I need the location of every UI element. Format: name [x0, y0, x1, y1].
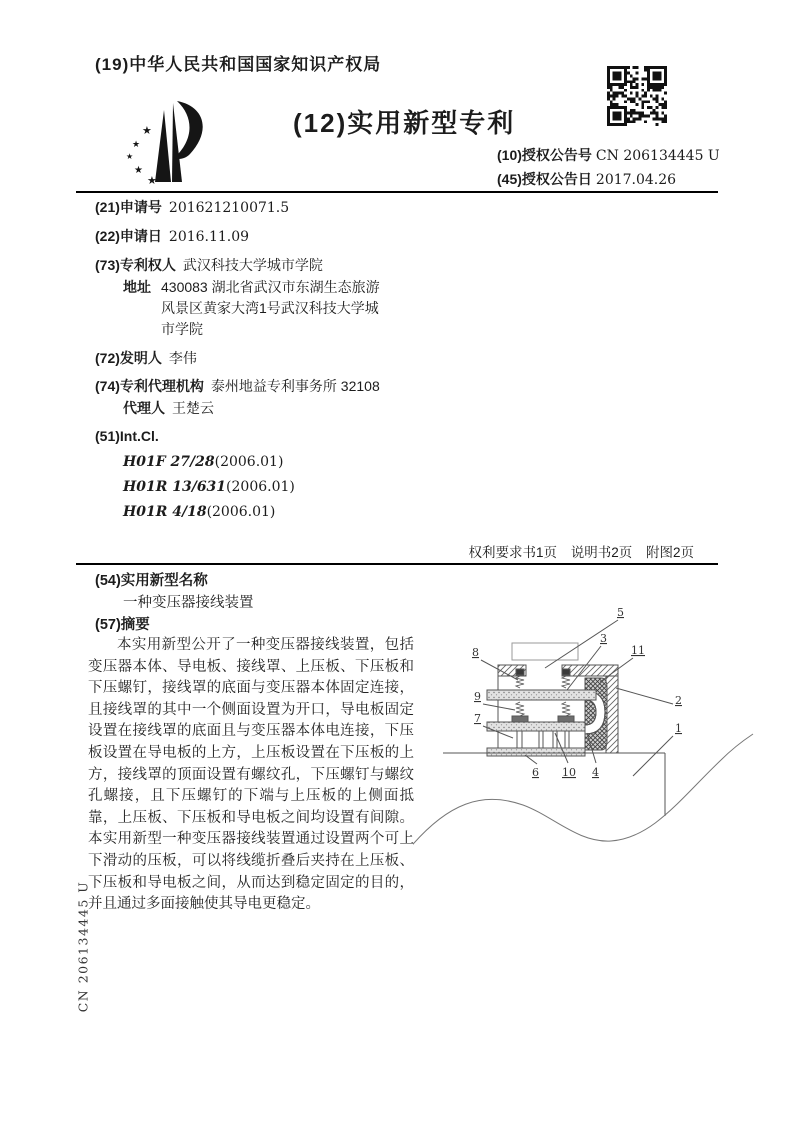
figure-label: 1 [675, 722, 682, 735]
ipc-header-row [95, 426, 435, 446]
figure-linework [413, 620, 753, 850]
ipc-code: H01R 4/18 [123, 504, 207, 520]
star-icon: ★ [132, 139, 141, 149]
figure-label: 7 [474, 712, 481, 725]
document-pages-info: 权利要求书1页 说明书2页 附图2页 [468, 545, 694, 560]
application-date-row [95, 226, 435, 247]
patentee-address [123, 277, 435, 340]
figure-label: 3 [600, 632, 607, 645]
invention-title: 一种变压器接线装置 [123, 595, 254, 611]
application-number-value: 201621210071.5 [168, 200, 290, 216]
bibliographic-data [95, 197, 435, 524]
inventor-row [95, 348, 435, 368]
ipc-entry [123, 474, 435, 499]
figure-label: 9 [474, 690, 481, 703]
qr-code-icon [607, 66, 667, 126]
publication-number-value: CN 206134445 U [595, 148, 720, 164]
ipc-code: H01R 13/631 [123, 479, 227, 495]
star-icon: ★ [126, 152, 134, 161]
address-line: 430083 湖北省武汉市东湖生态旅游 [161, 279, 380, 295]
abstract-text: 本实用新型公开了一种变压器接线装置，包括变压器本体、导电板、接线罩、上压板、下压板和下压螺钉，接线罩的底面与变压器本体固定连接，且接线罩的其中一个侧面设置为开口，导电板固定设置在接线罩的底面且与变压器本体电连接，下压板设置在导电板的上方，上压板设置在下压板的上方，接线罩的顶面设置有螺纹孔，下压螺钉与螺纹孔螺接，且下压螺钉的下端与上压板的上侧面抵靠，上压板、下压板和导电板之间均设置有间隙。本实用新型一种变压器接线装置通过设置两个可上下滑动的压板，可以将线缆折叠后夹持在上压板、下压板和导电板之间，从而达到稳定固定的目的，并且通过多面接触使其导电更稳定。 [88, 637, 414, 913]
figure-label: 8 [472, 646, 479, 659]
ipc-version: (2006.01) [226, 479, 295, 495]
publication-date-row [497, 169, 676, 189]
abstract-section-label: (57)摘要 [95, 617, 150, 633]
patentee-row [95, 255, 435, 275]
patentee-value: 武汉科技大学城市学院 [182, 257, 323, 273]
figure-label: 10 [562, 766, 576, 779]
header-divider [76, 191, 718, 193]
patent-figure [413, 596, 785, 906]
application-date-label: (22)申请日 [95, 228, 162, 244]
application-date-value: 2016.11.09 [168, 229, 250, 245]
star-icon: ★ [142, 125, 152, 137]
publication-date-value: 2017.04.26 [595, 172, 677, 188]
address-lines [161, 277, 380, 340]
address-line: 风景区黄家大湾1号武汉科技大学城 [161, 300, 379, 316]
agency-label: (74)专利代理机构 [95, 378, 204, 394]
inventor-value: 李伟 [168, 350, 197, 366]
ipc-version: (2006.01) [206, 504, 276, 520]
figure-label: 4 [592, 766, 599, 779]
ipc-label: (51)Int.Cl. [95, 428, 159, 444]
publication-number-row [497, 145, 720, 165]
address-label: 地址 [123, 279, 151, 295]
ipc-code: H01F 27/28 [123, 454, 215, 470]
patentee-label: (73)专利权人 [95, 257, 176, 273]
star-icon: ★ [134, 165, 143, 176]
section-divider [76, 563, 718, 565]
application-number-row [95, 197, 435, 218]
side-publication-code: CN 206134445 U [75, 880, 91, 1013]
agent-value: 王楚云 [172, 400, 214, 416]
agent-label: 代理人 [123, 400, 165, 416]
ipc-classifications [123, 449, 435, 524]
agency-row [95, 376, 435, 396]
inventor-label: (72)发明人 [95, 350, 162, 366]
figure-label: 2 [675, 694, 682, 707]
ipc-version: (2006.01) [214, 454, 284, 470]
figure-label: 5 [617, 606, 624, 619]
cnipa-logo-icon [122, 94, 226, 186]
ipc-entry [123, 449, 435, 474]
agency-value: 泰州地益专利事务所 32108 [210, 378, 380, 394]
star-icon: ★ [147, 175, 157, 186]
application-number-label: (21)申请号 [95, 199, 162, 215]
publication-number-label: (10)授权公告号 [497, 147, 592, 163]
figure-label: 11 [631, 644, 645, 657]
publication-date-label: (45)授权公告日 [497, 171, 592, 187]
title-section-label: (54)实用新型名称 [95, 573, 208, 589]
address-line: 市学院 [161, 321, 203, 337]
document-type-title: (12)实用新型专利 [293, 108, 516, 138]
ipc-entry [123, 499, 435, 524]
agent-row [123, 398, 435, 418]
figure-label: 6 [532, 766, 539, 779]
patent-office-name: (19)中华人民共和国国家知识产权局 [95, 55, 382, 74]
